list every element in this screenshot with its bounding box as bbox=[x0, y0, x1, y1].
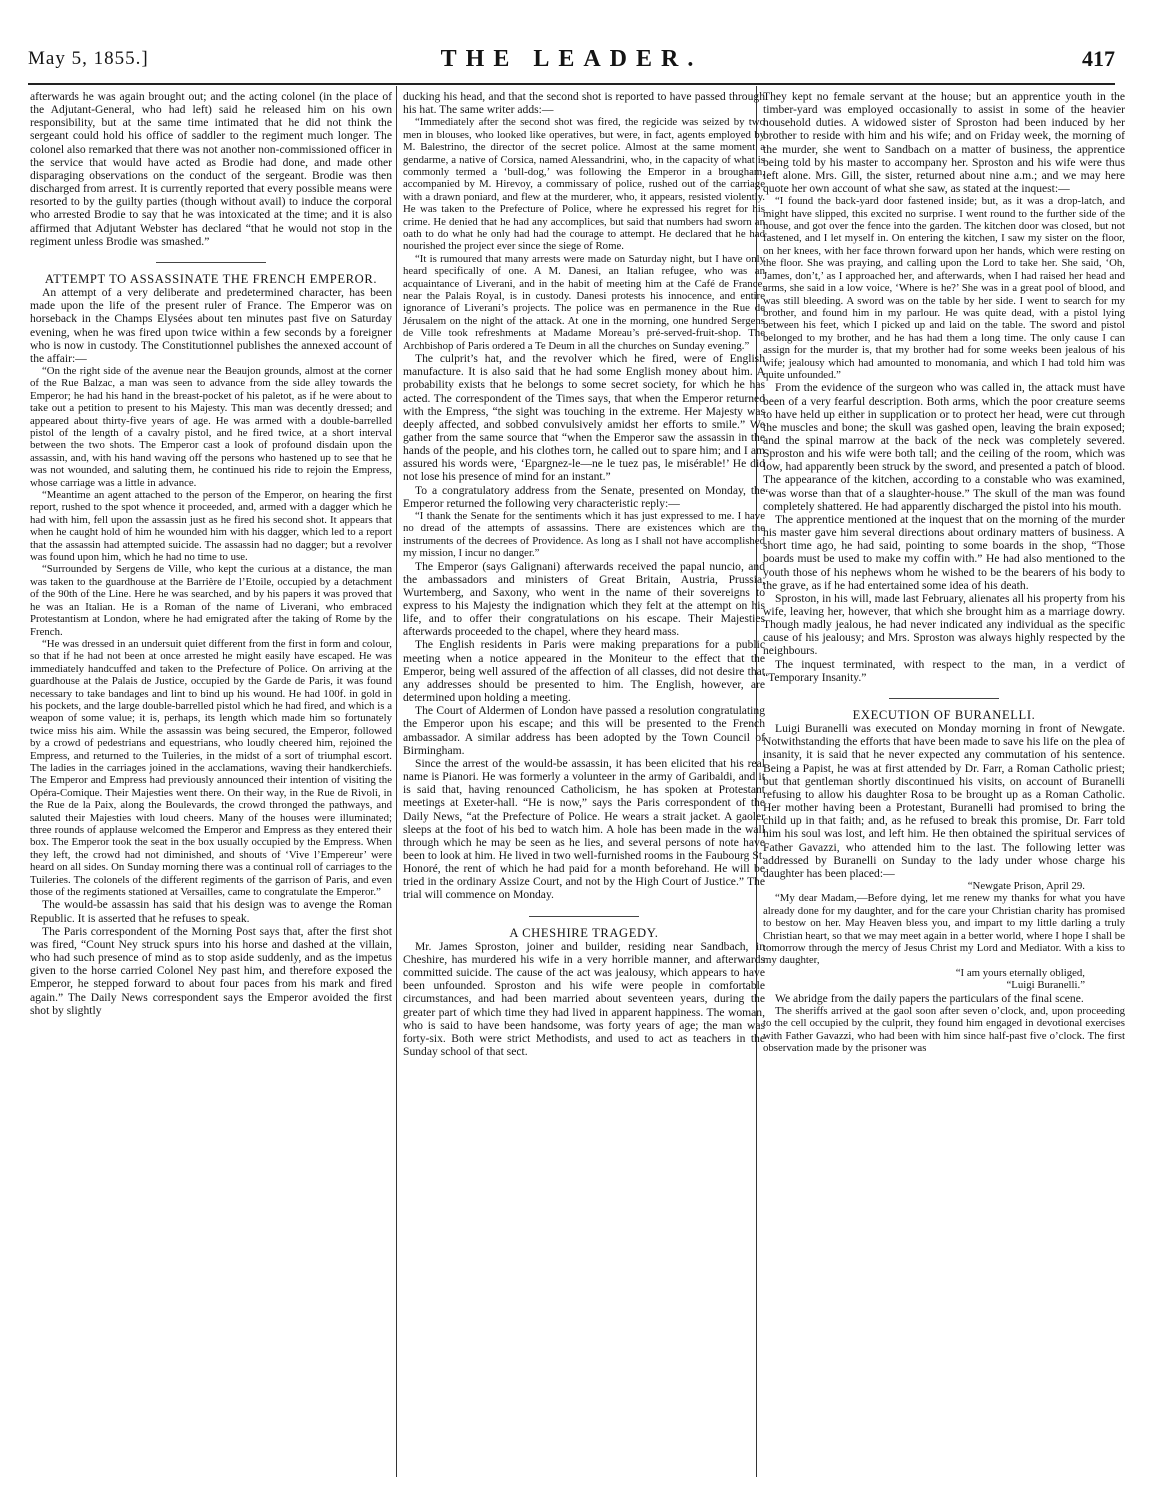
issue-date: May 5, 1855.] bbox=[28, 48, 149, 69]
section-rule bbox=[529, 916, 639, 917]
paragraph: From the evidence of the surgeon who was called in, the attack must have been of a very fearful description. Both arms, which the poor creature seems to have held up either in supplication or to protect her head, were cut through the muscles and bone; the skull was gashed open, leaving the brain exposed; and the spinal marrow at the back of the neck was completely severed. Sproston and his wife were both tall; and the ceiling of the room, which was low, had apparently been struck by the sword, and presented a patch of blood. The appearance of the kitchen, according to a constable who was examined, “was worse than that of a slaughter-house.” The skull of the man was found completely shattered. He had apparently discharged the pistol into his mouth. bbox=[763, 381, 1125, 513]
article-heading-buranelli: EXECUTION OF BURANELLI. bbox=[852, 707, 1036, 722]
quoted-paragraph: “I found the back-yard door fastened inside; but, as it was a drop-latch, and might have slipped, this excited no surprise. I went round to the further side of the house, and got over the fence into the garden. The kitchen door was closed, but not fastened, and I let myself in. On entering the kitchen, I saw my sister on the floor, on her knees, with her face thrown forward upon her hands, which were resting on the floor. She was praying, and calling upon the Lord to take her. She said, ‘Oh, James, don’t,’ as I approached her, and afterwards, when I had raised her head and arms, she said in a low voice, ‘Where is he?’ She was in a great pool of blood, and was still bleeding. A sword was on the table by her side. I went to search for my brother, and found him in my parlour. He was quite dead, with a pistol lying between his feet, which I picked up and laid on the table. The sword and pistol belonged to my brother, and he has had them a long time. The only cause I can assign for the murder is, that my brother had for some weeks been jealous of his wife; jealousy which had amounted to monomania, and which I had told him was quite unfounded.” bbox=[763, 195, 1125, 381]
quoted-paragraph: “Surrounded by Sergens de Ville, who kept the curious at a distance, the man was taken to the guardhouse at the Barrière de l’Etoile, occupied by a detachment of the 90th of the Line. Here he was searched, and by his papers it was proved that he was an Italian. He is a Roman of the name of Liverani, who embraced Protestantism at London, where he had emigrated after the taking of Rome by the French. bbox=[30, 563, 392, 638]
paragraph: afterwards he was again brought out; and the acting colonel (in the place of the Adjutant-General, who had left) said he released him on his own responsibility, but at the same time intimated that he did not think the sergeant could hold his office of saddler to the regiment much longer. The colonel also remarked that there was not another non-commissioned officer in the service that would have acted as Brodie had done, and made other disparaging observations on the conduct of the sergeant. Brodie was then discharged from arrest. It is currently reported that every possible means were resorted to by the guilty parties (though without avail) to induce the corporal who arrested Brodie to say that he was intoxicated at the time; and it is also affirmed that Adjutant Webster has declared “that he would not stop in the regiment unless Brodie was smashed.” bbox=[30, 90, 392, 248]
letter-signature: “Luigi Buranelli.” bbox=[1006, 979, 1085, 992]
column-3 bbox=[763, 90, 1125, 1480]
article-heading-assassination: ATTEMPT TO ASSASSINATE THE FRENCH EMPEROR. bbox=[44, 271, 378, 286]
article-heading-cheshire: A CHESHIRE TRAGEDY. bbox=[509, 925, 659, 940]
column-1 bbox=[30, 90, 392, 1480]
masthead-rule bbox=[28, 83, 1115, 85]
paragraph: The inquest terminated, with respect to the man, in a verdict of “Temporary Insanity.” bbox=[763, 657, 1125, 684]
paragraph: Sproston, in his will, made last February, alienates all his property from his wife, leaving her, however, that which she brought him as a marriage dowry. Though madly jealous, he had never indicated any individual as the specific cause of his jealousy; and Mrs. Sproston was always highly respected by the neighbours. bbox=[763, 591, 1125, 658]
section-rule bbox=[889, 698, 999, 699]
quoted-paragraph: “He was dressed in an undersuit quiet different from the first in form and colour, so that if he had not been at once arrested he might easily have escaped. He was immediately handcuffed and taken to the Prefecture of Police. On arriving at the guardhouse at the Palais de Justice, occupied by the Garde de Paris, it was found necessary to take bandages and lint to bind up his wound. He had 100f. in gold in his pockets, and the large double-barrelled pistol which he had fired, and which is a weapon of some value; it is, perhaps, its length which made him so fortunately twice miss his aim. While the assassin was being secured, the Emperor, followed by a crowd of pedestrians and equestrians, who loudly cheered him, rejoined the Empress, and returned to the Tuileries, in the midst of a sort of triumphal escort. The ladies in the carriages joined in the acclamations, waving their handkerchiefs. The Emperor and Empress had previously announced their intention of visiting the Opéra-Comique. Their Majesties went there. On their way, in the Rue de Rivoli, in the Rue de la Paix, along the Boulevards, the crowd thronged the pathways, and saluted their Majesties with loud cheers. Many of the houses were illuminated; three rounds of applause welcomed the Emperor and Empress as they entered their box. The Emperor took the seat in the box usually occupied by the Empress. When they left, the crowd had not diminished, and shouts of ‘Vive l’Empereur’ were heard on all sides. On Sunday morning there was a continual roll of carriages to the Tuileries. The colonels of the different regiments of the garrison of Paris, and even those of the regiments stationed at Versailles, came to congratulate the Emperor.” bbox=[30, 637, 392, 899]
paragraph: The English residents in Paris were making preparations for a public meeting when a notice appeared in the Moniteur to the effect that the Emperor, being well assured of the affection of all classes, did not desire that any addresses should be presented to him. The English, however, are determined upon holding a meeting. bbox=[403, 638, 765, 705]
letter-close: “I am yours eternally obliged, bbox=[955, 966, 1085, 979]
quoted-paragraph: The sheriffs arrived at the gaol soon after seven o’clock, and, upon proceeding to the cell occupied by the culprit, they found him engaged in devotional exercises with Father Gavazzi, who had been with him since half-past five o’clock. The first observation made by the prisoner was bbox=[763, 1004, 1125, 1054]
paragraph: We abridge from the daily papers the particulars of the final scene. bbox=[775, 991, 1084, 1005]
paragraph: An attempt of a very deliberate and predetermined character, has been made upon the life of the present ruler of France. The Emperor was on horseback in the Champs Elysées about ten minutes past five on Saturday evening, when he was fired upon twice within a few seconds by a foreigner who is now in custody. The Constitutionnel publishes the annexed account of the affair:— bbox=[30, 286, 392, 365]
column-divider bbox=[396, 86, 397, 1477]
paragraph: The Court of Aldermen of London have passed a resolution congratulating the Emperor upon his escape; and this will be presented to the French ambassador. A similar address has been adopted by the Town Council of Birmingham. bbox=[403, 704, 765, 757]
masthead bbox=[28, 44, 1115, 74]
paragraph: Luigi Buranelli was executed on Monday morning in front of Newgate. Notwithstanding the efforts that have been made to save his life on the plea of insanity, it is said that he never expected any commutation of his sentence. Being a Papist, he was at first attended by Dr. Farr, a Roman Catholic priest; but that gentleman shortly discontinued his visits, on account of Buranelli refusing to allow his daughter Rosa to be brought up as a Roman Catholic. Her mother having been a Protestant, Buranelli had promised to bring the child up in that faith; and, as he refused to break this promise, Dr. Farr told him his soul was lost, and left him. He then obtained the spiritual services of Father Gavazzi, who attended him to the last. The following letter was addressed by Buranelli on Sunday to the lady under whose charge his daughter has been placed:— bbox=[763, 722, 1125, 880]
paragraph: ducking his head, and that the second shot is reported to have passed through his hat. The same writer adds:— bbox=[403, 90, 765, 117]
paragraph: They kept no female servant at the house; but an apprentice youth in the timber-yard was employed occasionally to assist in some of the heavier household duties. A widowed sister of Sproston had been induced by her brother to reside with him and his wife; and on Friday week, the morning of the murder, she went to Sandbach on a matter of business, the apprentice being told by his master to accompany her. Sproston and his wife were thus left alone. Mrs. Gill, the sister, returned about nine a.m.; and we may here quote her own account of what she saw, as stated at the inquest:— bbox=[763, 90, 1125, 196]
paragraph: The Emperor (says Galignani) afterwards received the papal nuncio, and the ambassadors and ministers of Great Britain, Austria, Prussia, Wurtemberg, and Saxony, who went in the name of their sovereigns to express to his Majesty the indignation which they felt at the attempt on his life, and to offer their congratulations on his escape. Their Majesties afterwards proceeded to the chapel, where they heard mass. bbox=[403, 559, 765, 639]
paragraph: Since the arrest of the would-be assassin, it has been elicited that his real name is Pianori. He was formerly a volunteer in the army of Garibaldi, and it is said that, having renounced Catholicism, he has spoken at Protestant meetings at Exeter-hall. “He is now,” says the Paris correspondent of the Daily News, “at the Prefecture of Police. He wears a strait jacket. A gaoler sleeps at the foot of his bed to watch him. A hole has been made in the wall through which he may be seen as he lies, and several persons of note have been to look at him. He lived in two well-furnished rooms in the Faubourg St. Honoré, the rent of which he had paid for a month beforehand. He will be tried in the ordinary Assize Court, and not by the High Court of Justice.” The trial will commence on Monday. bbox=[403, 756, 765, 902]
quoted-paragraph: “Meantime an agent attached to the person of the Emperor, on hearing the first report, rushed to the spot whence it proceeded, and, armed with a dagger which he had with him, fell upon the assassin just as he fired his second shot. It appears that when he caught hold of him he wounded him with his dagger, which led to a report that the assassin had attempted suicide. The assassin had no dagger; but a revolver was found upon him, which he had no time to use. bbox=[30, 489, 392, 564]
quoted-paragraph: “I thank the Senate for the sentiments which it has just expressed to me. I have no dread of the attempts of assassins. There are existences which are the instruments of the decrees of Providence. As long as I shall not have accomplished my mission, I incur no danger.” bbox=[403, 509, 765, 560]
paragraph: The Paris correspondent of the Morning Post says that, after the first shot was fired, “Count Ney struck spurs into his horse and dashed at the villain, who had such presence of mind as to stop aside suddenly, and as the impetus given to the horse carried Colonel Ney past him, and therefore exposed the Emperor, he stepped forward to about four paces from his mark and fired again.” The Daily News correspondent says the Emperor avoided the first shot by slightly bbox=[30, 924, 392, 1017]
quoted-paragraph: “It is rumoured that many arrests were made on Saturday night, but I have only heard specifically of one. A M. Danesi, an Italian refugee, who was an acquaintance of Liverani, and in the habit of meeting him at the Café de France, near the Palais Royal, is in custody. Danesi protests his innocence, and entire ignorance of Liverani’s projects. The police was en permanence in the Rue de Jérusalem on the night of the attack. At one in the morning, one hundred Sergens de Ville took refreshments at Madame Moreau’s pré-served-fruit-shop. The Archbishop of Paris ordered a Te Deum in all the churches on Sunday evening.” bbox=[403, 252, 765, 352]
quoted-paragraph: “Immediately after the second shot was fired, the regicide was seized by two men in blouses, who looked like operatives, but were, in fact, agents employed by M. Balestrino, the director of the secret police. Almost at the same moment a gendarme, a native of Corsica, named Alessandrini, who, in the capacity of what is commonly termed a ‘bull-dog,’ was following the Emperor in a brougham, accompanied by M. Hirevoy, a commissary of police, rushed out of the carriage with a drawn poniard, and flew at the murderer, who, it appears, resisted violently. He was taken to the Prefecture of Police, where he expressed his regret for his crime. He denied that he had any accomplices, but said that numbers had sworn an oath to do what he only had had the courage to attempt. He declared that he had nourished the project ever since the siege of Rome. bbox=[403, 116, 765, 253]
column-2 bbox=[403, 90, 765, 1480]
paragraph: Mr. James Sproston, joiner and builder, residing near Sandbach, in Cheshire, has murdered his wife in a very horrible manner, and afterwards committed suicide. The cause of the act was jealousy, which appears to have been unfounded. Sproston and his wife were people in comfortable circumstances, and had been married about seventeen years, during the greater part of which time they had lived in apparent happiness. The woman, who is said to have been handsome, was forty years of age; the man was forty-six. Both were strict Methodists, and used to act as teachers in the Sunday school of that sect. bbox=[403, 939, 765, 1058]
paragraph: To a congratulatory address from the Senate, presented on Monday, the Emperor returned the following very characteristic reply:— bbox=[403, 483, 765, 510]
newspaper-title: THE LEADER. bbox=[440, 46, 703, 72]
page-number: 417 bbox=[1082, 46, 1115, 71]
paragraph: The apprentice mentioned at the inquest that on the morning of the murder his master gave him several directions about ordinary matters of business. A short time ago, he had said, pointing to some boards in the shop, “Those boards must be used to make my coffin with.” He had also mentioned to the youth those of his nephews whom he wished to be the bearers of his body to the grave, as if he had entertained some idea of his death. bbox=[763, 512, 1125, 592]
letter-body: “My dear Madam,—Before dying, let me renew my thanks for what you have already done for my daughter, and for the care your Christian charity has promised to bestow on her. May Heaven bless you, and impart to my little darling a truly Christian heart, so that we may meet again in a better world, where I hope I shall be tomorrow through the mercy of Jesus Christ my Lord and Mediator. With a kiss to my daughter, bbox=[763, 892, 1125, 967]
letter-dateline: “Newgate Prison, April 29. bbox=[967, 879, 1085, 892]
paragraph: The would-be assassin has said that his design was to avenge the Roman Republic. It is asserted that he refuses to speak. bbox=[30, 898, 392, 925]
paragraph: The culprit’s hat, and the revolver which he fired, were of English manufacture. It is also said that he had some English money about him. A probability exists that he belongs to some secret society, for which he has acted. The correspondent of the Times says, that when the Emperor returned with the Empress, “the sight was touching in the extreme. Her Majesty was deeply affected, and sobbed convulsively amidst her efforts to smile.” We gather from the same source that “when the Emperor saw the assassin in the hands of the people, and his clothes torn, he called out to spare him; and I am assured his words were, ‘Epargnez-le—ne le tuez pas, le misérable!’ He did not lose his presence of mind for an instant.” bbox=[403, 352, 765, 484]
quoted-paragraph: “On the right side of the avenue near the Beaujon grounds, almost at the corner of the Rue Balzac, a man was seen to advance from the side alley towards the Emperor; he had his hand in the breast-pocket of his paletot, as if he were about to take out a petition to present to his Majesty. This man was decently dressed; and appeared about thirty-five years of age. He was armed with a double-barrelled pistol of the length of a cavalry pistol, and he fired twice, at a short interval between the two shots. The Emperor cast a look of profound disdain upon the assassin, and, with his hand waving off the persons who hastened up to see that he was not wounded, and saluting them, he continued his ride to rejoin the Empress, whose carriage was a little in advance. bbox=[30, 364, 392, 489]
section-rule bbox=[156, 262, 266, 263]
